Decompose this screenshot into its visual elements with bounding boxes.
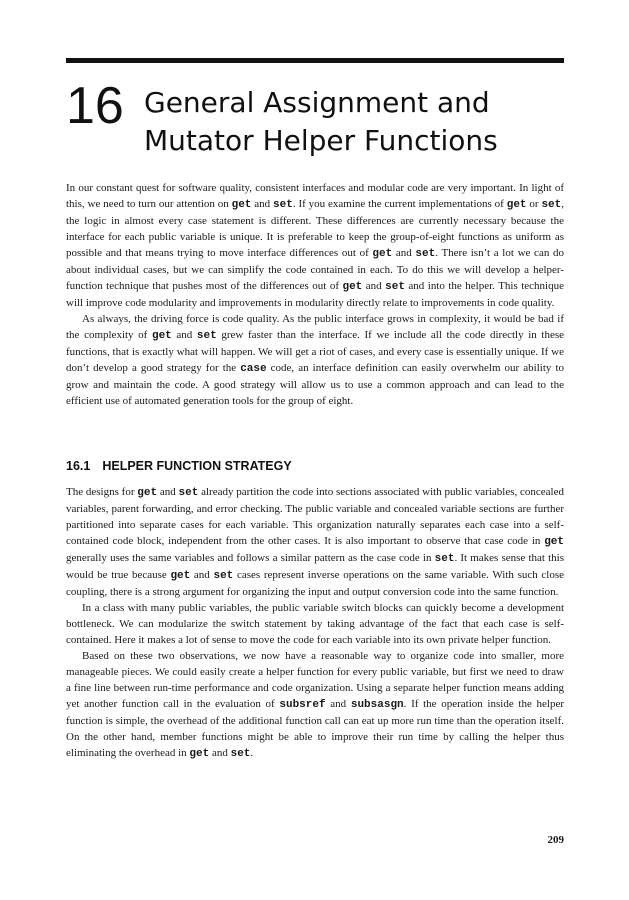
- paragraph-text: In a class with many public variables, the public variable switch blocks can quickly become a development bottleneck. We can modularize the switch statement by taking advantage of the fact that each case is self-contained. Here it makes a lot of sense to move the code for each variable into its own private helper function.: [66, 602, 564, 646]
- paragraph-text: or: [526, 198, 542, 210]
- paragraph-text: and: [251, 198, 274, 210]
- inline-code: set: [385, 281, 405, 293]
- inline-code: set: [230, 748, 251, 760]
- chapter-title-line-1: General Assignment and: [144, 86, 490, 119]
- paragraph-text: and: [190, 569, 214, 581]
- inline-code: set: [178, 487, 199, 499]
- paragraph-text: , the logic in almost every case statement is different. These differences are currently necessary because the interface for each public variable is unique. It is preferable to keep the group-of-eight functions as uniform as possible and that means trying to move interface differences out of: [66, 198, 564, 259]
- paragraph-text: The designs for: [66, 486, 138, 498]
- inline-code: get: [544, 536, 564, 548]
- paragraph-text: and: [325, 698, 351, 710]
- paragraph: [66, 180, 564, 311]
- inline-code: get: [372, 248, 393, 260]
- inline-code: subsref: [279, 699, 326, 711]
- paragraph-text: and: [392, 247, 416, 259]
- chapter-intro-text: [66, 180, 564, 409]
- paragraph-text: code, an interface definition can easily overwhelm our ability to grow and maintain the code. A good strategy will allow us to use a common approach and can lead to the efficient use of automated generation tools for the group of eight.: [66, 362, 564, 407]
- section-body-text: [66, 484, 564, 762]
- paragraph-text: . If you examine the current implementations of: [292, 198, 507, 210]
- chapter-title: [144, 84, 564, 160]
- paragraph-text: . If the operation inside the helper function is simple, the overhead of the additional function call can eat up more run time than the operation itself. On the other hand, member functions might be able to improve their run time by calling the helper thus eliminating the overhead in: [66, 698, 564, 759]
- section-heading: [66, 458, 304, 474]
- paragraph: [66, 600, 564, 648]
- chapter-top-rule: [66, 58, 564, 63]
- paragraph-text: Based on these two observations, we now have a reasonable way to organize code into smaller, more manageable pieces. We could easily create a helper function for every public variable, but first we need to draw a fine line between run-time performance and code organization. Using a separate helper function means adding yet another function call in the evaluation of: [66, 650, 564, 710]
- chapter-number: 16: [66, 77, 124, 135]
- paragraph-text: and: [171, 329, 197, 341]
- paragraph-text: cases represent inverse operations on the same variable. With such close coupling, there is a strong argument for organizing the input and output conversion code into the same function.: [66, 569, 565, 598]
- paragraph-text: grew faster than the interface. If we include all the code directly in these functions, that is exactly what will happen. We will get a riot of cases, and every case is essentially unique. If we don’t develop a good strategy for the: [66, 329, 564, 374]
- paragraph-text: . It makes sense that this would be true because: [66, 552, 564, 581]
- inline-code: get: [231, 199, 252, 211]
- inline-code: set: [213, 570, 234, 582]
- inline-code: get: [506, 199, 527, 211]
- inline-code: get: [137, 487, 158, 499]
- paragraph: [66, 484, 564, 600]
- inline-code: set: [434, 553, 455, 565]
- inline-code: set: [273, 199, 293, 211]
- inline-code: set: [196, 330, 217, 342]
- paragraph-text: In our constant quest for software quality, consistent interfaces and modular code are very important. In light of this, we need to turn our attention on: [66, 182, 564, 210]
- paragraph-text: and: [157, 486, 179, 498]
- section-number: 16.1: [66, 459, 91, 473]
- inline-code: get: [342, 281, 363, 293]
- paragraph-text: and into the helper. This technique will improve code modularity and improvements in modularity directly relate to improvements in code quality.: [66, 280, 564, 309]
- section-title: HELPER FUNCTION STRATEGY: [102, 459, 292, 473]
- paragraph-text: generally uses the same variables and follows a similar pattern as the case code in: [66, 552, 435, 564]
- inline-code: set: [541, 199, 562, 211]
- paragraph: [66, 311, 564, 409]
- paragraph-text: As always, the driving force is code quality. As the public interface grows in complexity, it would be bad if the complexity of: [66, 313, 564, 341]
- page-number: 209: [547, 834, 564, 846]
- paragraph-text: and: [362, 280, 386, 292]
- paragraph-text: . There isn’t a lot we can do about individual cases, but we can simplify the code contained in each. To do this we will develop a helper-function technique that pushes most of the differences out of: [66, 247, 564, 292]
- inline-code: set: [415, 248, 436, 260]
- paragraph: [66, 648, 564, 762]
- paragraph-text: and: [209, 747, 231, 759]
- paragraph-text: .: [250, 747, 254, 759]
- inline-code: get: [189, 748, 210, 760]
- inline-code: get: [151, 330, 172, 342]
- inline-code: subsasgn: [350, 699, 404, 711]
- chapter-title-line-2: Mutator Helper Functions: [144, 124, 498, 157]
- inline-code: case: [240, 363, 267, 375]
- paragraph-text: already partition the code into sections associated with public variables, concealed variables, parent forwarding, and error checking. The public variable and concealed variable sections are further partitioned into separate cases for each variable. This organization naturally separates each case into a self-contained code block, independent from the other cases. It is also important to observe that case code in: [66, 486, 564, 547]
- inline-code: get: [170, 570, 191, 582]
